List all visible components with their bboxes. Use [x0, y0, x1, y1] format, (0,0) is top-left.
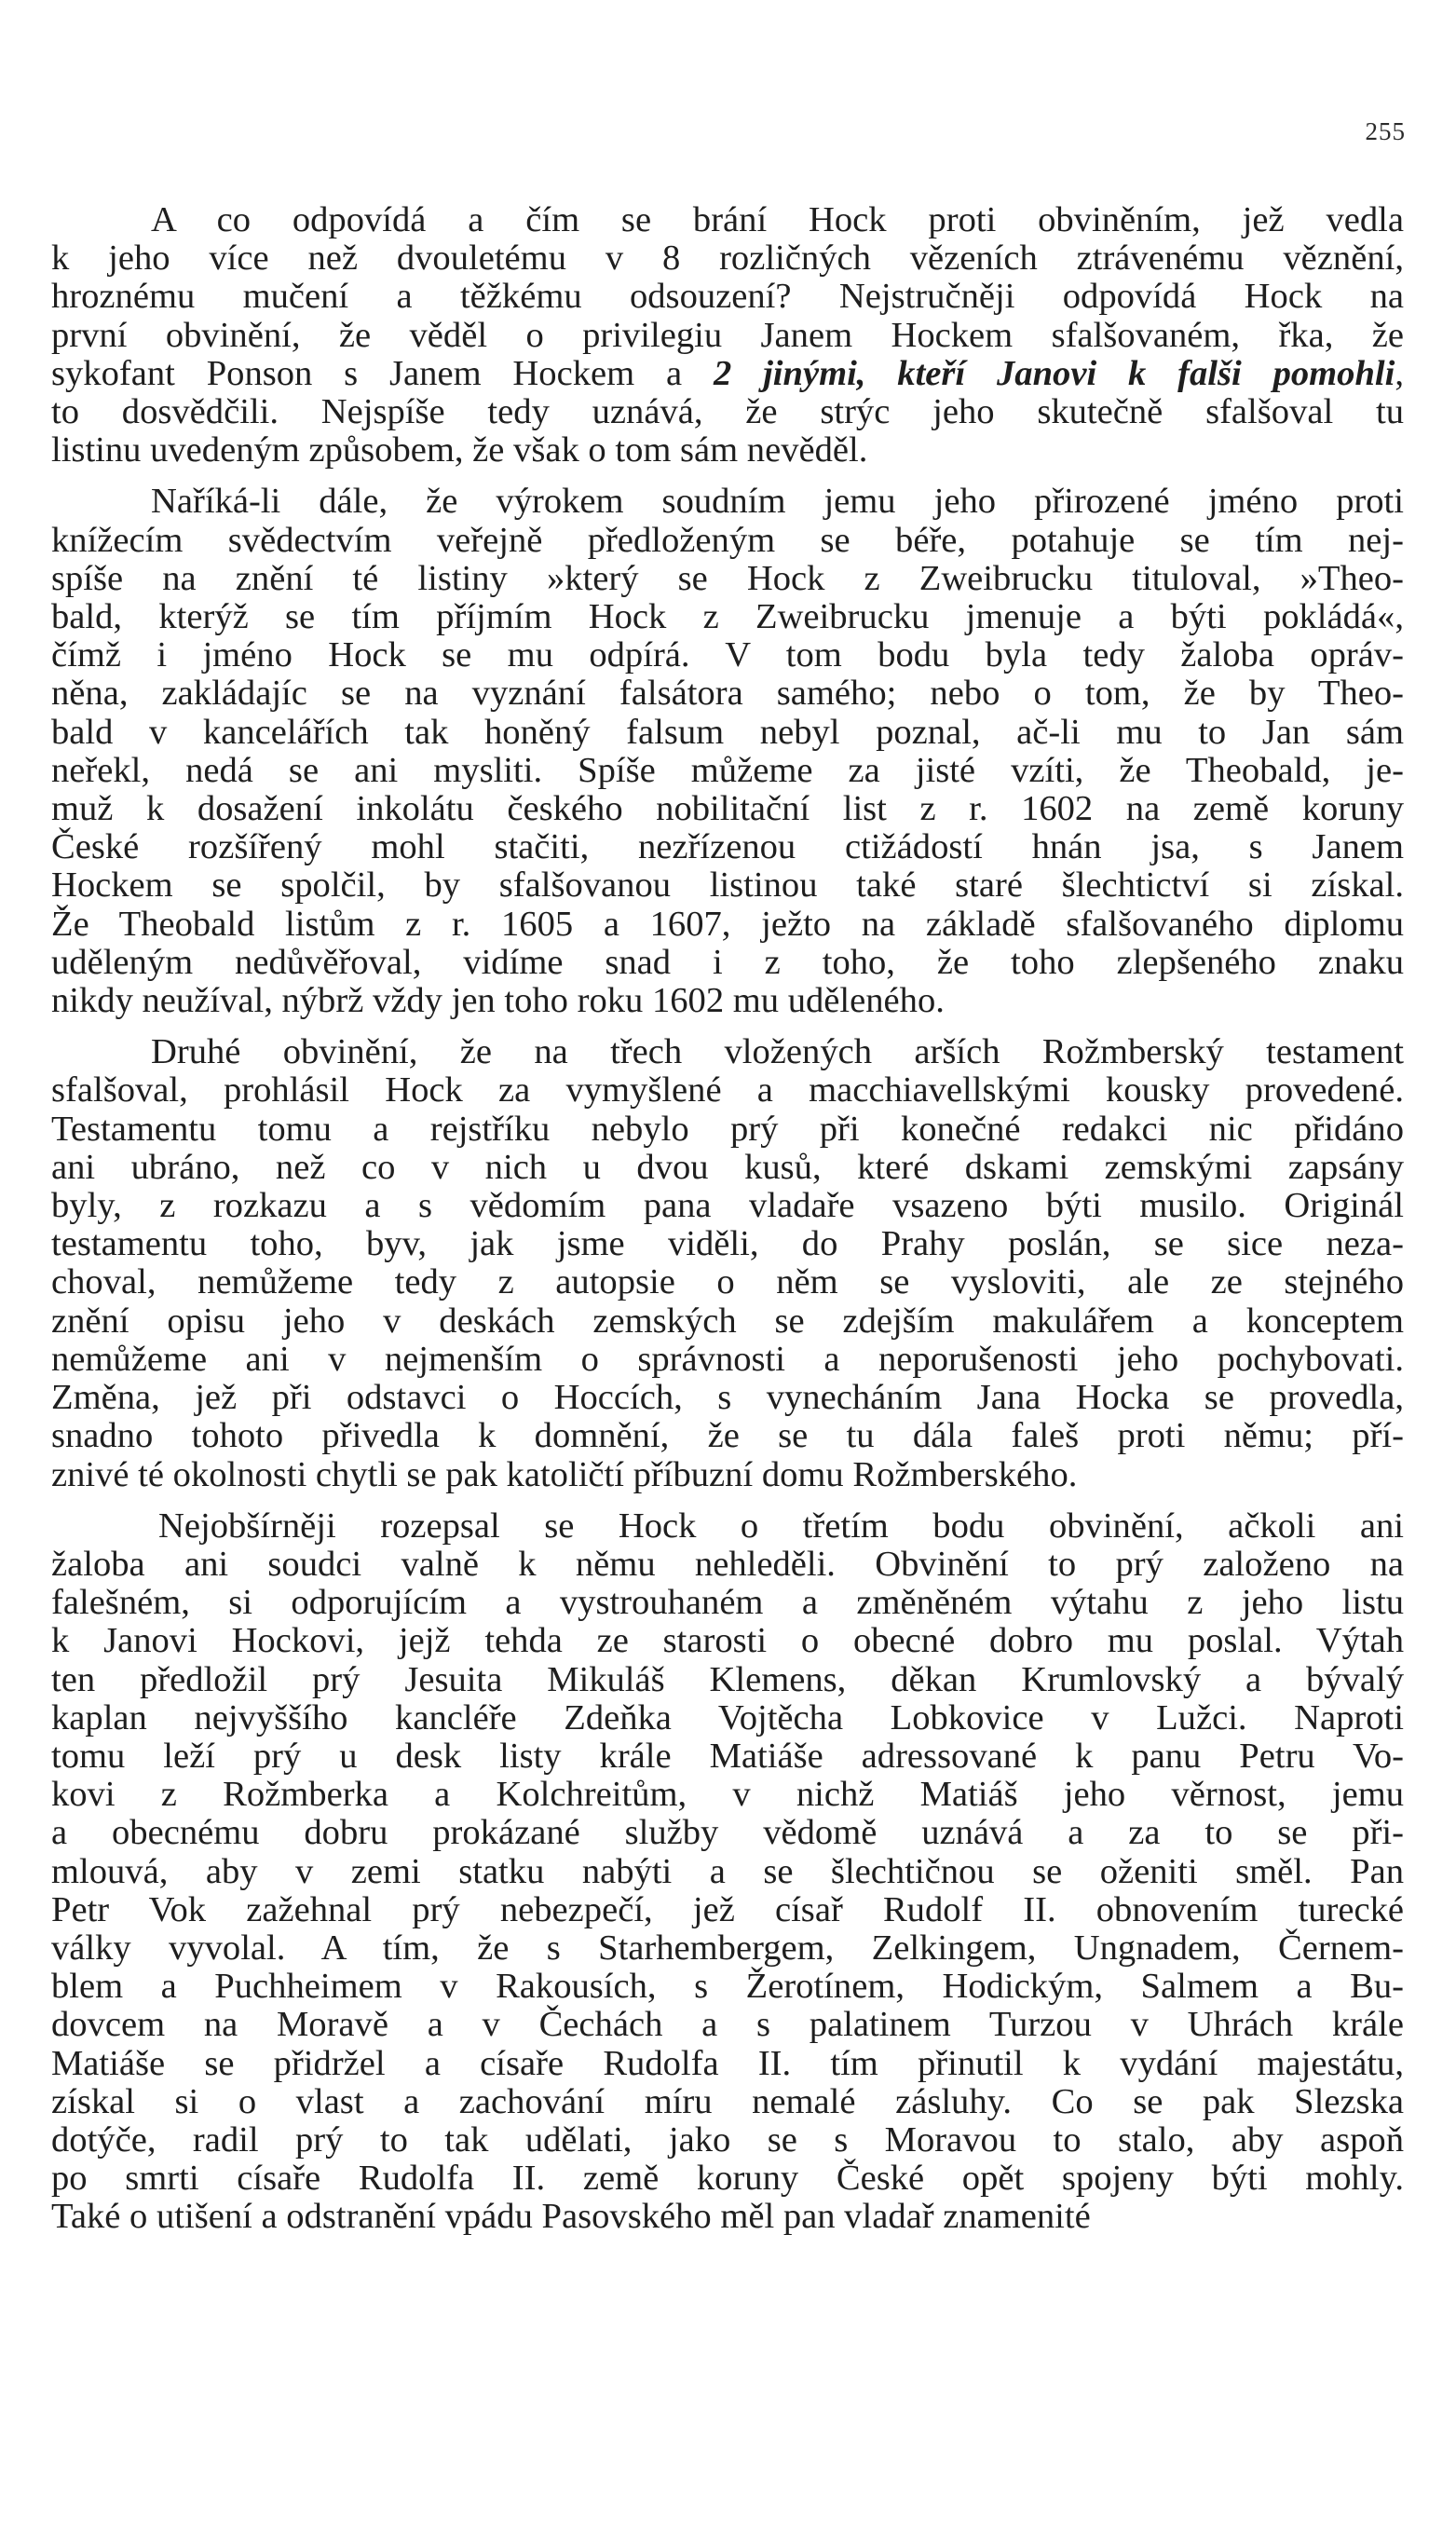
text-line: Druhé obvinění, že na třech vložených arších Rožmberský testament — [151, 1032, 1404, 1072]
text-line: k jeho více než dvouletému v 8 rozličných vězeních ztrávenému věznění, — [51, 238, 1404, 279]
text-line: nemůžeme ani v nejmenším o správnosti a neporušenosti jeho pochybovati. — [51, 1339, 1404, 1379]
text-line: čímž i jméno Hock se mu odpírá. V tom bodu byla tedy žaloba opráv- — [51, 635, 1404, 675]
text-line: dovcem na Moravě a v Čechách a s palatinem Turzou v Uhrách krále — [51, 2005, 1404, 2045]
text-line: Testamentu tomu a rejstříku nebylo prý při konečné redakci nic přidáno — [51, 1109, 1404, 1149]
text-line: snadno tohoto přivedla k domnění, že se tu dála faleš proti němu; pří- — [51, 1416, 1404, 1456]
paragraph — [51, 201, 1404, 470]
text-line: testamentu toho, byv, jak jsme viděli, do Prahy poslán, se sice neza- — [51, 1224, 1404, 1264]
text-line: Naříká-li dále, že výrokem soudním jemu jeho přirozené jméno proti — [151, 482, 1404, 522]
text-line: dotýče, radil prý to tak udělati, jako se s Moravou to stalo, aby aspoň — [51, 2119, 1404, 2160]
text-line: války vyvolal. A tím, že s Starhembergem, Zelkingem, Ungnadem, Černem- — [51, 1928, 1404, 1968]
text-line: Matiáše se přidržel a císaře Rudolfa II. tím přinutil k vydání majestátu, — [51, 2043, 1404, 2083]
paragraph — [51, 483, 1404, 1020]
text-line: něna, zakládajíc se na vyznání falsátora samého; nebo o tom, že by Theo- — [51, 674, 1404, 714]
text-line: žaloba ani soudci valně k němu nehleděli. Obvinění to prý založeno na — [51, 1544, 1404, 1584]
text-line: a obecnému dobru prokázané služby vědomě uznává a za to se při- — [51, 1813, 1404, 1853]
text-line: získal si o vlast a zachování míru nemalé zásluhy. Co se pak Slezska — [51, 2081, 1404, 2121]
text-line: ani ubráno, než co v nich u dvou kusů, které dskami zemskými zapsány — [51, 1147, 1404, 1187]
text-line: nikdy neužíval, nýbrž vždy jen toho roku 1602 mu uděleného. — [51, 981, 945, 1021]
text-line: první obvinění, že věděl o privilegiu Janem Hockem sfalšovaném, řka, že — [51, 315, 1404, 355]
text-line: falešném, si odporujícím a vystrouhaném a změněném výtahu z jeho listu — [51, 1583, 1404, 1623]
text-line: po smrti císaře Rudolfa II. země koruny České opět spojeny býti mohly. — [51, 2159, 1404, 2199]
text-line: ten předložil prý Jesuita Mikuláš Klemens, děkan Krumlovský a bývalý — [51, 1659, 1404, 1699]
text-line: blem a Puchheimem v Rakousích, s Žerotínem, Hodickým, Salmem a Bu- — [51, 1967, 1404, 2007]
text-line: mlouvá, aby v zemi statku nabýti a se šlechtičnou se oženiti směl. Pan — [51, 1851, 1404, 1891]
text-line: k Janovi Hockovi, jejž tehda ze starosti o obecné dobro mu poslal. Výtah — [51, 1621, 1404, 1661]
text-line: tomu leží prý u desk listy krále Matiáše adressované k panu Petru Vo- — [51, 1736, 1404, 1776]
text-line: neřekl, nedá se ani mysliti. Spíše můžeme za jisté vzíti, že Theobald, je- — [51, 750, 1404, 790]
text-line: bald v kancelářích tak honěný falsum nebyl poznal, ač-li mu to Jan sám — [51, 712, 1404, 752]
italic-phrase: 2 jinými, kteří Janovi k falši pomohli — [713, 353, 1395, 393]
text-line: kovi z Rožmberka a Kolchreitům, v nichž Matiáš jeho věrnost, jemu — [51, 1775, 1404, 1815]
text-line: Také o utišení a odstranění vpádu Pasovského měl pan vladař znamenité — [51, 2197, 1091, 2237]
text-line: sfalšoval, prohlásil Hock za vymyšlené a macchiavellskými kousky provedené. — [51, 1070, 1404, 1110]
text-line: uděleným nedůvěřoval, vidíme snad i z toho, že toho zlepšeného znaku — [51, 942, 1404, 982]
text-line: to dosvědčili. Nejspíše tedy uznává, že strýc jeho skutečně sfalšoval tu — [51, 392, 1404, 432]
text-line: spíše na znění té listiny »který se Hock z Zweibrucku tituloval, »Theo- — [51, 558, 1404, 598]
paragraph — [51, 1507, 1404, 2237]
text-line: bald, kterýž se tím příjmím Hock z Zweibrucku jmenuje a býti pokládá«, — [51, 597, 1404, 637]
text-line: kaplan nejvyššího kancléře Zdeňka Vojtěcha Lobkovice v Lužci. Naproti — [51, 1697, 1404, 1737]
text-line: choval, nemůžeme tedy z autopsie o něm se vysloviti, ale ze stejného — [51, 1262, 1404, 1302]
text-line: Že Theobald listům z r. 1605 a 1607, ježto na základě sfalšovaného diplomu — [51, 904, 1404, 944]
text-line: sykofant Ponson s Janem Hockem a 2 jinými, kteří Janovi k falši pomohli, — [51, 353, 1404, 393]
page-number: 255 — [1365, 117, 1406, 145]
text-line: Hockem se spolčil, by sfalšovanou listinou také staré šlechtictví si získal. — [51, 865, 1404, 906]
text-line: Petr Vok zažehnal prý nebezpečí, jež císař Rudolf II. obnovením turecké — [51, 1889, 1404, 1929]
text-line: listinu uvedeným způsobem, že však o tom sám nevěděl. — [51, 430, 868, 470]
text-line: hroznému mučení a těžkému odsouzení? Nejstručněji odpovídá Hock na — [51, 277, 1404, 317]
text-line: muž k dosažení inkolátu českého nobilitační list z r. 1602 na země koruny — [51, 789, 1404, 829]
text-line: znění opisu jeho v deskách zemských se zdejším makulářem a konceptem — [51, 1301, 1404, 1341]
paragraph — [51, 1033, 1404, 1493]
text-line: znivé té okolnosti chytli se pak katoličtí příbuzní domu Rožmberského. — [51, 1454, 1078, 1494]
text-line: knížecím svědectvím veřejně předloženým se béře, potahuje se tím nej- — [51, 520, 1404, 560]
text-line: byly, z rozkazu a s vědomím pana vladaře vsazeno býti musilo. Originál — [51, 1186, 1404, 1226]
text-line: Nejobšírněji rozepsal se Hock o třetím bodu obvinění, ačkoli ani — [158, 1506, 1404, 1546]
text-line: Změna, jež při odstavci o Hoccích, s vynecháním Jana Hocka se provedla, — [51, 1378, 1404, 1418]
text-line: České rozšířený mohl stačiti, nezřízenou ctižádostí hnán jsa, s Janem — [51, 827, 1404, 867]
body-text — [51, 201, 1404, 2250]
text-line: A co odpovídá a čím se brání Hock proti obviněním, jež vedla — [151, 200, 1404, 239]
